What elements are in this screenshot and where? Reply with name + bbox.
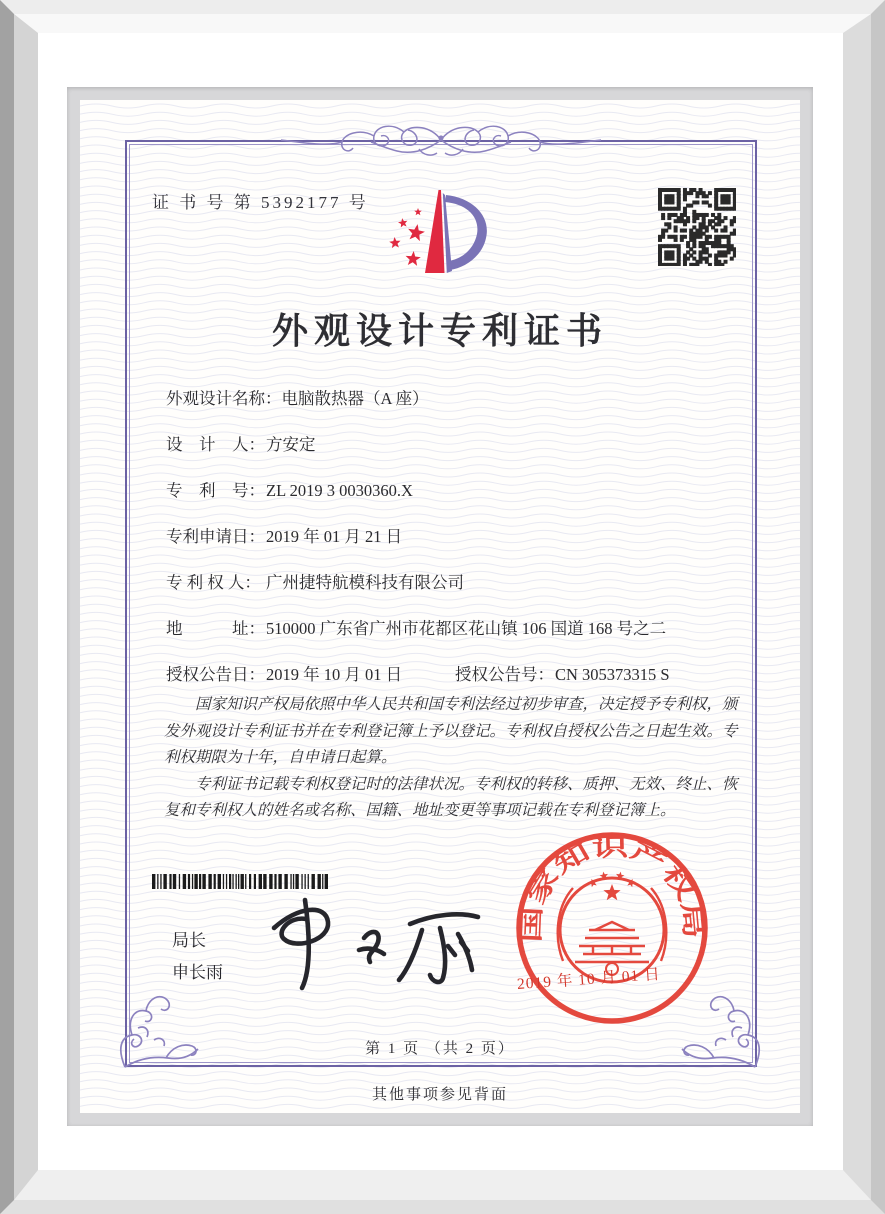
ornament-top-center-icon (281, 117, 601, 165)
director-name: 申长雨 (172, 963, 223, 982)
director-title: 局长 (172, 931, 206, 950)
page-indicator: 第 1 页 （共 2 页） (365, 1041, 515, 1057)
field-label: 地 址： (166, 619, 265, 638)
field-value: 方安定 (266, 435, 316, 454)
official-seal (515, 831, 709, 1025)
field-label: 专 利 号： (166, 481, 265, 500)
field-label: 专利申请日： (166, 527, 265, 546)
qr-code (658, 188, 736, 266)
field-value: 电脑散热器（A 座） (281, 389, 429, 408)
logo-red-wedge (425, 190, 445, 273)
legal-paragraphs (164, 692, 748, 825)
field-value: 广州捷特航模科技有限公司 (266, 573, 464, 592)
ornament-bottom-left-icon (108, 978, 212, 1082)
logo-stars (389, 208, 425, 266)
field-label: 专 利 权 人： (166, 573, 261, 592)
logo-p-bowl (445, 195, 487, 270)
field-row-patentee (166, 572, 742, 594)
field-value: CN 305373315 S (555, 665, 670, 684)
field-value: 510000 广东省广州市花都区花山镇 106 国道 168 号之二 (266, 619, 667, 638)
field-row-designer (166, 434, 742, 456)
field-label: 设 计 人： (166, 435, 265, 454)
certificate-title: 外观设计专利证书 (271, 311, 608, 351)
field-value: 2019 年 10 月 01 日 (266, 665, 403, 684)
field-row-design-name (166, 388, 742, 410)
field-row-grant (166, 664, 742, 686)
certificate-paper (80, 100, 800, 1113)
seal-ring-text: 国家知识产权局 (519, 835, 705, 944)
field-value: ZL 2019 3 0030360.X (266, 481, 413, 500)
signature (242, 888, 504, 1000)
barcode (152, 874, 332, 889)
legal-paragraph: 专利证书记载专利权登记时的法律状况。专利权的转移、质押、无效、终止、恢复和专利权人的姓名或名称、国籍、地址变更等事项记载在专利登记簿上。 (164, 775, 738, 819)
logo-purple-wedge (443, 193, 452, 273)
grant-number-pair (455, 664, 670, 686)
field-label: 授权公告日： (166, 665, 265, 684)
certificate-number: 证 书 号 第 5392177 号 (152, 193, 369, 212)
field-row-address (166, 618, 742, 640)
field-row-patent-no (166, 480, 742, 502)
certificate-fields (166, 388, 742, 710)
back-note: 其他事项参见背面 (371, 1087, 508, 1103)
seal-date: 2019 年 10 月 01 日 (516, 965, 662, 993)
legal-paragraph: 国家知识产权局依照中华人民共和国专利法经过初步审查，决定授予专利权，颁发外观设计专利证书并在专利登记簿上予以登记。专利权自授权公告之日起生效。专利权期限为十年，自申请日起算。 (164, 696, 738, 766)
cnipa-logo-icon (368, 182, 500, 294)
field-label: 授权公告号： (455, 665, 554, 684)
field-label: 外观设计名称： (166, 389, 282, 408)
seal-stars (589, 872, 636, 901)
field-row-filing-date (166, 526, 742, 548)
field-value: 2019 年 01 月 21 日 (266, 527, 403, 546)
